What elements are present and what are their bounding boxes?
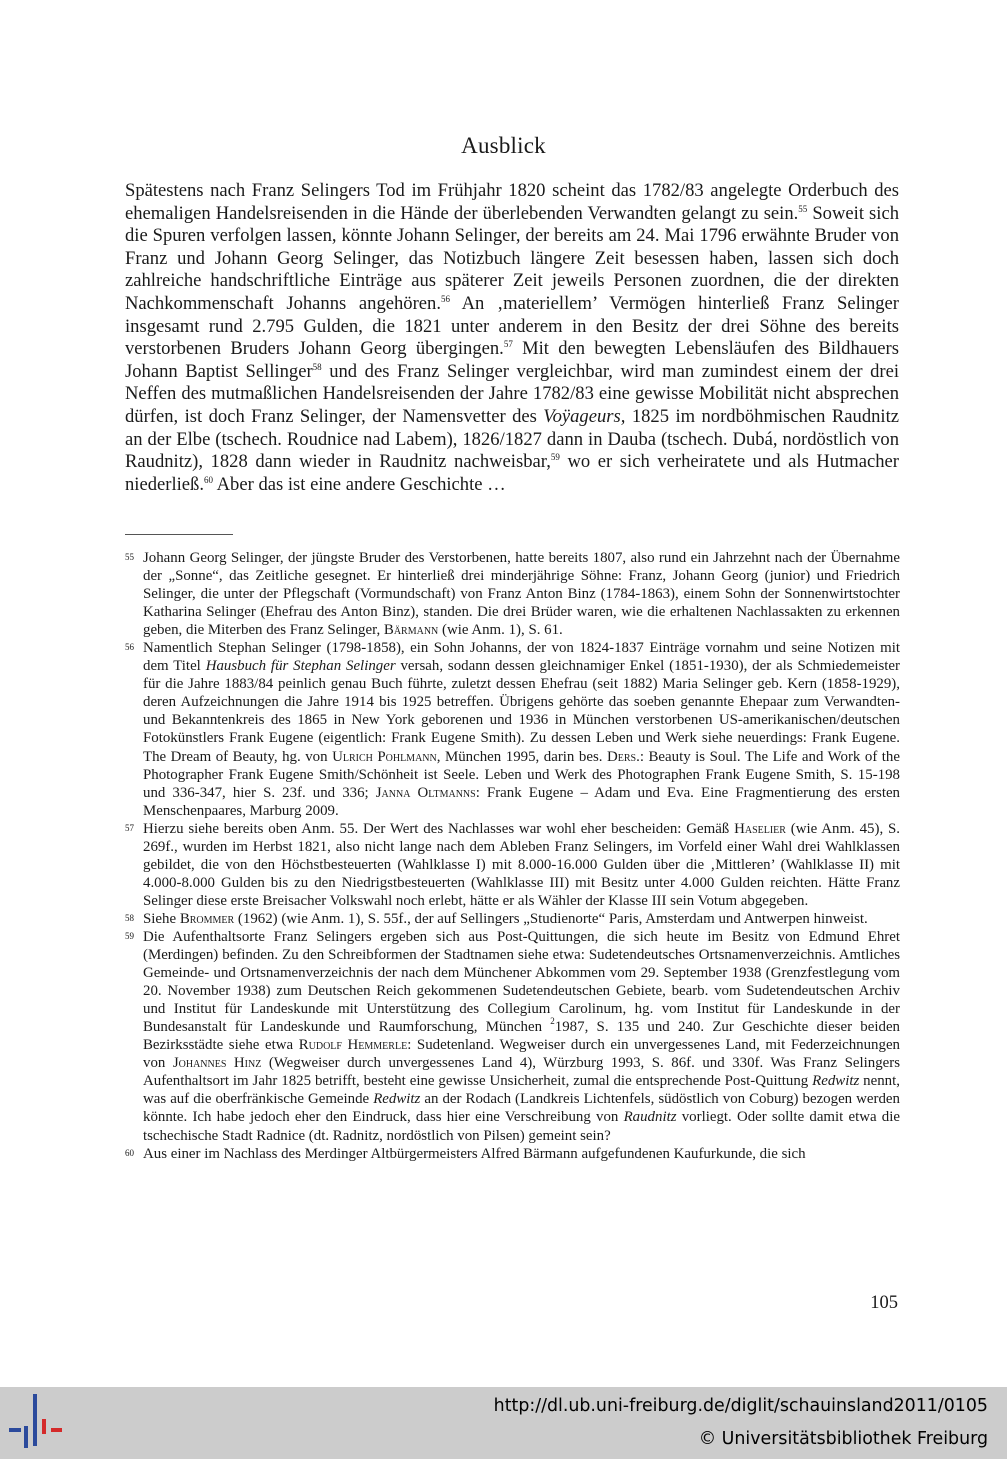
footnote-list (125, 549, 900, 1163)
footnote-text-segment: Hierzu siehe bereits oben Anm. 55. Der Wert des Nachlasses war wohl eher bescheiden: Gemäß (143, 820, 735, 837)
author-name: Brommer (179, 910, 235, 927)
footnote-text-segment: : Sudetenland. Wegweiser durch ein unvergessenes Land, mit Federzeichnungen von (143, 1037, 901, 1072)
footnote-text-segment: (wie Anm. 45), S. 269f., wurden im Herbst 1821, also nicht lange nach dem Ableben Franz Selingers, im Vorfeld einer Wahl drei Wahlklassen gebildet, die von den Höchstbesteuerten (Wahlklasse I) mit 8.000-16.000 Gulden über die ‚Mittleren’ (Wahlklasse II) mit 4.000-8.000 Gulden bis zu den Niedrigstbesteuerten (Wahlklasse III) mit Besitz unter 4.000 Gulden reichten. Hätte Franz Selinger diese erste Breisacher Volkswahl noch erlebt, hätte er als Wähler der Klasse III sein Votum abgegeben. (143, 820, 900, 909)
footnote-text-segment: (wie Anm. 1), S. 61. (438, 622, 563, 639)
footnote-text-segment: Aus einer im Nachlass des Merdinger Altbürgermeisters Alfred Bärmann aufgefundenen Kaufurkunde, die sich (143, 1145, 806, 1162)
logo-bar (9, 1428, 21, 1432)
body-text-segment: Spätestens nach Franz Selingers Tod im Frühjahr 1820 scheint das 1782/83 angelegte Orderbuch des ehemaligen Handelsreisenden in die Hände der überlebenden Verwandten gelangt zu sein. (125, 180, 899, 224)
footnote-text-segment: (Wegweiser durch unvergessenes Land 4), Würzburg 1993, S. 86f. und 330f. Was Franz Selingers Aufenthaltsort im Jahr 1825 betrifft, besteht eine gewisse Unsicherheit, zumal die entsprechende Post-Quittung (143, 1055, 901, 1090)
footnote-divider (125, 534, 233, 535)
footnote-text-segment: : Frank Eugene – Adam und Eva. Eine Fragmentierung des ersten Menschenpaares, Marburg 2009. (143, 784, 901, 819)
logo-bar (51, 1428, 62, 1432)
place-name: Raudnitz (623, 1109, 677, 1126)
body-text-segment: und des Franz Selinger vergleichbar, wird man zumindest einem der drei Neffen des mutmaßlichen Handelsreisenden der Jahre 1782/83 eine gewisse Mobilität nicht absprechen dürfen, ist doch Franz Selinger, der Namensvetter des (125, 360, 899, 427)
footer-url-link[interactable]: http://dl.ub.uni-freiburg.de/diglit/schauinsland2011/0105 (493, 1396, 988, 1416)
footnote-text-segment: nennt, was auf die oberfränkische Gemeinde (143, 1073, 900, 1108)
footnote-text (143, 820, 900, 910)
footnote-number: 57 (125, 822, 134, 833)
body-text-segment: An ‚materiellem’ Vermögen hinterließ Franz Selinger insgesamt rund 2.795 Gulden, die 1821 unter anderem in den Besitz der drei Söhne des bereits verstorbenen Bruders Johann Georg übergingen. (125, 292, 899, 360)
footnote-text (143, 928, 900, 1145)
footnote-text (143, 549, 900, 639)
footnote-number: 60 (125, 1147, 134, 1158)
footer-bar (0, 1387, 1007, 1459)
footnote-text-segment: Die Aufenthaltsorte Franz Selingers ergeben sich aus Post-Quittungen, die sich heute im Besitz von Edmund Ehret (Merdingen) befinden. Zu den Schreibformen der Stadtnamen siehe etwa: Sudetendeutsches Ortsnamenverzeichnis. Amtliches Gemeinde- und Ortsnamenverzeichnis der nach dem Münchener Abkommen vom 29. September 1938 (Grenzfestlegung vom 20. November 1938) zum Deutschen Reich gekommenen Sudetendeutschen Gebiete, bearb. vom Sudetendeutschen Archiv und Institut für Landeskunde mit Unterstützung des Collegium Carolinum, hg. vom Institut für Landeskunde in der Bundesanstalt für Landeskunde und Raumforschung, München (143, 928, 900, 1036)
author-name: Bärmann (383, 622, 439, 639)
footnote-text-segment: (1962) (wie Anm. 1), S. 55f., der auf Sellingers „Studienorte“ Paris, Amsterdam und Antwerpen hinweist. (234, 910, 868, 927)
author-name: Haselier (734, 820, 786, 837)
footnote-57 (125, 820, 900, 910)
footnote-number: 56 (125, 642, 134, 653)
body-text-italic: Voÿageurs, (543, 405, 626, 427)
footnote-text-segment: , München 1995, darin bes. (436, 748, 607, 765)
footnote-56 (125, 639, 900, 819)
footnote-60 (125, 1145, 900, 1163)
body-text-segment: Aber das ist eine andere Geschichte … (213, 473, 506, 495)
footnote-text (143, 639, 900, 819)
footer-copyright: © Universitätsbibliothek Freiburg (698, 1429, 988, 1449)
footnote-text (143, 1145, 900, 1163)
page-title: Ausblick (461, 133, 546, 158)
author-name: Ders. (606, 748, 640, 765)
footnote-text-segment: 1987, S. 135 und 240. Zur Geschichte dieser beiden Bezirksstädte siehe etwa (143, 1019, 901, 1054)
body-text-segment: 1825 im nordböhmischen Raudnitz an der Elbe (tschech. Roudnice nad Labem), 1826/1827 dann in Dauba (tschech. Dubá, nordöstlich von Raudnitz), 1828 dann wieder in Raudnitz nachweisbar, (125, 405, 899, 473)
footnote-ref-59[interactable]: 59 (550, 452, 560, 463)
footnote-ref-57[interactable]: 57 (503, 339, 513, 350)
place-name: Redwitz (812, 1073, 860, 1090)
footnote-text-segment: an der Rodach (Landkreis Lichtenfels, südöstlich von Coburg) bezogen werden könnte. Ich habe jedoch eher den Eindruck, dass hier eine Verschreibung von (143, 1091, 900, 1126)
body-text-segment: Soweit sich die Spuren verfolgen lassen, könnte Johann Selinger, der bereits am 24. Mai 1796 erwähnte Bruder von Franz und Johann Georg Selinger, das Notizbuch längere Zeit besessen haben, lassen sich doch zahlreiche handschriftliche Einträge aus späterer Zeit jeweils Personen zuordnen, die der direkten Nachkommenschaft Johanns angehören. (125, 202, 899, 314)
footnote-ref-55[interactable]: 55 (798, 203, 808, 214)
place-name: Redwitz (373, 1091, 421, 1108)
author-name: Janna Oltmanns (375, 784, 476, 801)
footnote-text-segment: versah, sodann dessen gleichnamiger Enkel (1851-1930), der als Schmiedemeister für die Jahre 1883/84 peinlich genau Buch führte, zuletzt dessen Ehefrau (seit 1882) Maria Selinger geb. Kern (1858-1929), deren Aufzeichnungen die Jahre 1914 bis 1925 betreffen. Übrigens gehörte das soeben genannte Ehepaar zum Verwandten- und Bekanntenkreis des 1865 in New York geborenen und 1936 in München verstorbenen US-amerikanischen/deutschen Fotokünstlers Frank Eugene (eigentlich: Frank Eugene Smith). Zu dessen Leben und Werk siehe neuerdings: Frank Eugene. The Dream of Beauty, hg. von (143, 658, 900, 765)
logo-bar (42, 1419, 46, 1434)
footnote-text-segment: : Beauty is Soul. The Life and Work of the Photographer Frank Eugene Smith/Schönheit ist Seele. Leben und Werk des Photographen Frank Eugene Smith, S. 15-198 und 336-347, hier S. 23f. und 336; (143, 748, 900, 801)
footnote-text (143, 910, 900, 928)
body-text-segment: Mit den bewegten Lebensläufen des Bildhauers Johann Baptist Sellinger (125, 338, 899, 382)
main-paragraph (125, 180, 899, 496)
footnote-ref-58[interactable]: 58 (312, 361, 322, 372)
footnote-ref-60[interactable]: 60 (204, 474, 213, 485)
book-title: Hausbuch für Stephan Selinger (205, 658, 396, 675)
footnote-text-segment: vorliegt. Oder sollte damit etwa die tschechische Stadt Radnice (dt. Radnitz, nordöstlich von Pilsen) gemeint sein? (143, 1109, 900, 1144)
footnote-number: 55 (125, 552, 134, 562)
footnote-number: 59 (125, 930, 134, 941)
footnote-59 (125, 928, 900, 1145)
logo-bar (33, 1394, 37, 1446)
footnote-text-segment: Namentlich Stephan Selinger (1798-1858), ein Sohn Johanns, der von 1824-1837 Einträge vornahm und seine Notizen mit dem Titel (143, 640, 900, 675)
footnote-55 (125, 549, 900, 639)
footnote-text-segment: Johann Georg Selinger, der jüngste Bruder des Verstorbenen, hatte bereits 1807, also rund ein Jahrzehnt nach der Übernahme der „Sonne“, das Zeitliche gesegnet. Er hinterließ drei minderjährige Söhne: Franz, Johann Georg (junior) und Friedrich Selinger, die unter der Pflegschaft (Vormundschaft) von Franz Anton Binz (1784-1863), einem Sohn der Sonnenwirtstochter Katharina Selinger (Ehefrau des Anton Binz), standen. Die drei Brüder waren, wie die erhaltenen Nachlassakten zu erkennen geben, die Miterben des Franz Selinger, (143, 550, 900, 639)
footnote-ref-56[interactable]: 56 (440, 293, 450, 304)
footnote-text-segment: Siehe (143, 910, 180, 927)
author-name: Johannes Hinz (172, 1055, 262, 1072)
edition-superscript: 2 (550, 1016, 555, 1027)
footnote-number: 58 (125, 912, 134, 923)
logo-bar (24, 1426, 28, 1448)
ub-freiburg-logo-icon[interactable] (0, 1387, 70, 1459)
author-name: Rudolf Hemmerle (298, 1037, 408, 1054)
footnote-58 (125, 910, 900, 928)
page-number: 105 (870, 1293, 898, 1313)
author-name: Ulrich Pohlmann (332, 748, 437, 765)
body-text-segment: wo er sich verheiratete und als Hutmacher niederließ. (125, 451, 900, 495)
